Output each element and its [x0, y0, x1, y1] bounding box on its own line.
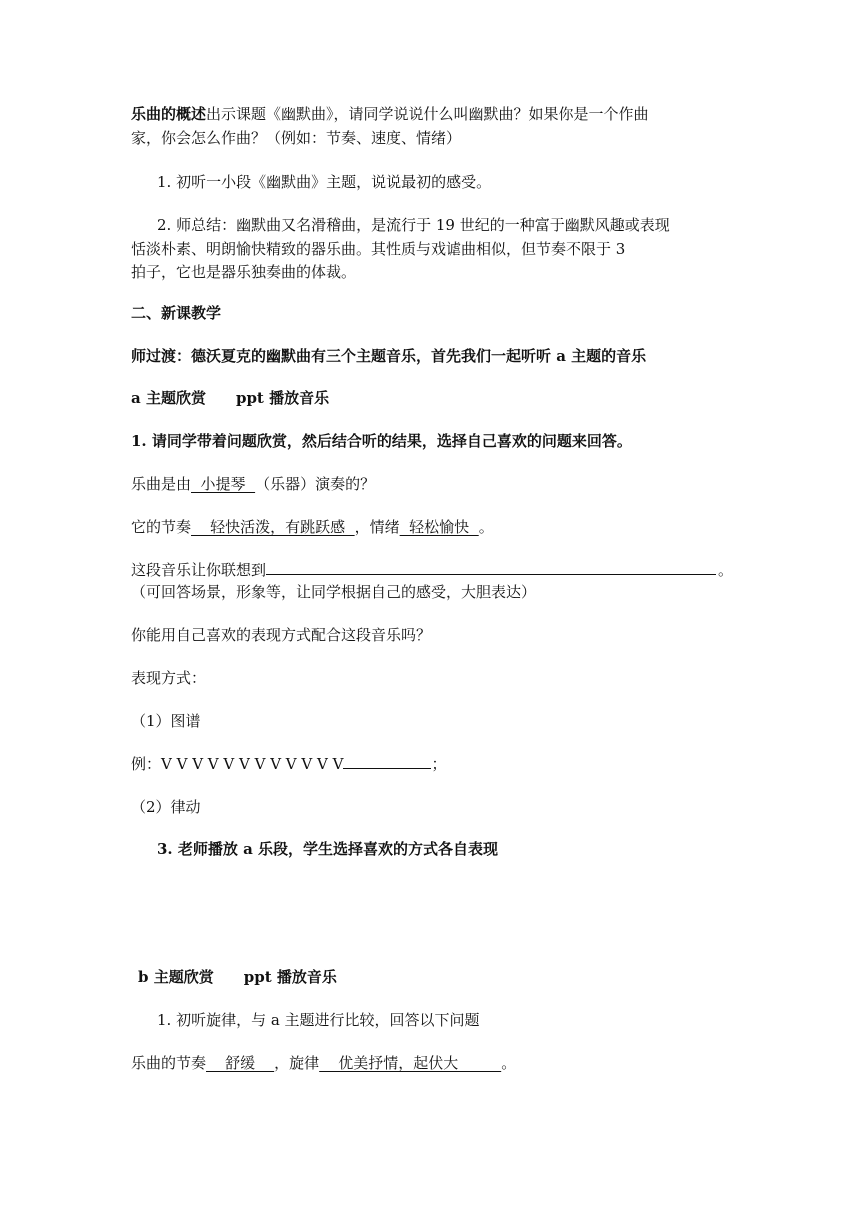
b-theme-label: b 主题欣赏	[138, 968, 214, 986]
b-theme-ppt: ppt 播放音乐	[243, 968, 337, 986]
question-rhythm-prefix: 它的节奏	[131, 518, 192, 536]
question-imagine-suffix: 。	[718, 561, 734, 579]
example-prefix: 例：V V V V V V V V V V V V	[131, 755, 344, 773]
b-question	[131, 1052, 516, 1074]
item-1: 1. 初听一小段《幽默曲》主题，说说最初的感受。	[157, 173, 492, 191]
question-rhythm	[131, 516, 494, 538]
transition-line: 师过渡：德沃夏克的幽默曲有三个主题音乐，首先我们一起听听 a 主题的音乐	[131, 347, 647, 365]
answer-b-rhythm: 舒缓	[206, 1054, 275, 1072]
question-instrument	[131, 473, 375, 495]
methods-label: 表现方式：	[131, 669, 207, 687]
intro-line-1	[131, 103, 649, 125]
method-1: （1）图谱	[131, 712, 201, 730]
question-instrument-suffix: （乐器）演奏的？	[255, 475, 376, 493]
intro-bold-lead: 乐曲的概述	[131, 105, 207, 123]
question-imagine	[131, 559, 733, 581]
b-theme-line	[138, 966, 337, 988]
b-item-1: 1. 初听旋律，与 a 主题进行比较，回答以下问题	[157, 1011, 480, 1029]
intro-line-2: 家，你会怎么作曲？（例如：节奏、速度、情绪）	[131, 129, 462, 147]
question-heading: 1. 请同学带着问题欣赏，然后结合听的结果，选择自己喜欢的问题来回答。	[131, 432, 632, 450]
step-3: 3. 老师播放 a 乐段，学生选择喜欢的方式各自表现	[157, 840, 499, 858]
item-2-line-2: 恬淡朴素、明朗愉快精致的器乐曲。其性质与戏谑曲相似，但节奏不限于 3	[131, 240, 626, 258]
imagine-blank	[266, 559, 716, 575]
question-imagine-note: （可回答场景，形象等，让同学根据自己的感受，大胆表达）	[131, 583, 537, 601]
example-line	[131, 753, 446, 775]
answer-b-melody: 优美抒情，起伏大	[319, 1054, 502, 1072]
b-question-prefix: 乐曲的节奏	[131, 1054, 207, 1072]
answer-rhythm: 轻快活泼，有跳跃感	[191, 518, 355, 536]
question-imagine-prefix: 这段音乐让你联想到	[131, 561, 267, 579]
example-suffix: ；	[431, 755, 447, 773]
b-question-mid: ，旋律	[274, 1054, 320, 1072]
b-question-suffix: 。	[501, 1054, 517, 1072]
a-theme-label: a 主题欣赏	[131, 389, 206, 407]
question-rhythm-suffix: 。	[478, 518, 494, 536]
a-theme-ppt: ppt 播放音乐	[235, 389, 330, 407]
item-2-line-1: 2. 师总结：幽默曲又名滑稽曲，是流行于 19 世纪的一种富于幽默风趣或表现	[157, 216, 670, 234]
question-instrument-prefix: 乐曲是由	[131, 475, 192, 493]
a-theme-line	[131, 387, 329, 409]
example-blank	[343, 753, 431, 769]
answer-instrument: 小提琴	[191, 475, 256, 493]
item-2-line-3: 拍子，它也是器乐独奏曲的体裁。	[131, 263, 357, 281]
method-2: （2）律动	[131, 798, 201, 816]
intro-text: 出示课题《幽默曲》，请同学说说什么叫幽默曲？如果你是一个作曲	[206, 105, 649, 123]
question-rhythm-mid: ，情绪	[354, 518, 400, 536]
answer-mood: 轻松愉快	[399, 518, 479, 536]
section-heading: 二、新课教学	[131, 304, 222, 322]
question-express: 你能用自己喜欢的表现方式配合这段音乐吗？	[131, 626, 432, 644]
